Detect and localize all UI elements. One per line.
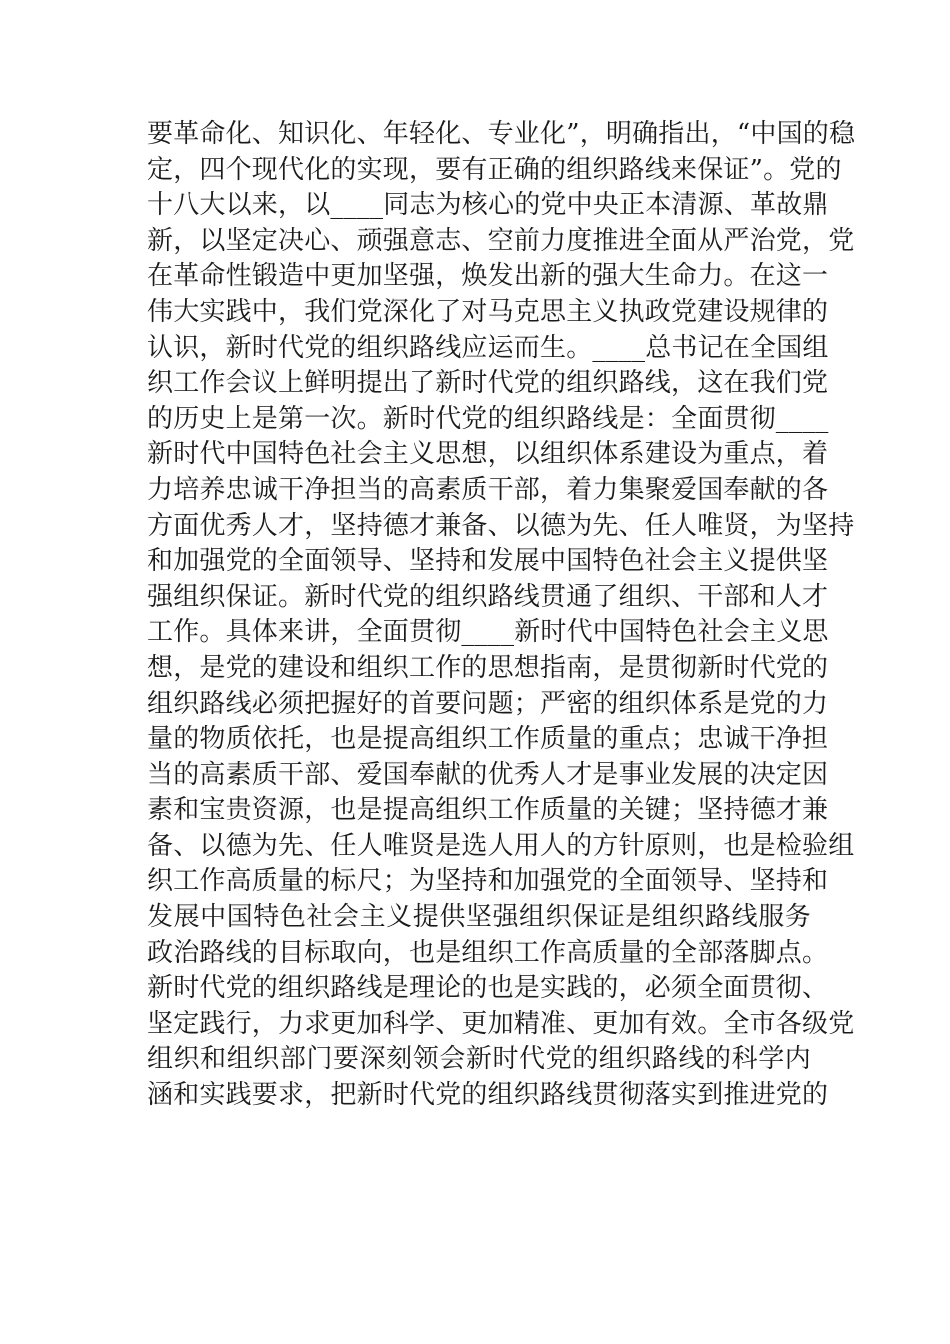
text-line: 伟大实践中，我们党深化了对马克思主义执政党建设规律的: [147, 296, 829, 327]
text-line: 织工作会议上鲜明提出了新时代党的组织路线，这在我们党: [147, 368, 829, 399]
text-line: 备、以德为先、任人唯贤是选人用人的方针原则，也是检验组: [147, 830, 855, 861]
text-line: 和加强党的全面领导、坚持和发展中国特色社会主义提供坚: [147, 546, 829, 577]
text-line: 组织和组织部门要深刻领会新时代党的组织路线的科学内: [147, 1044, 811, 1075]
text-line: 发展中国特色社会主义提供坚强组织保证是组织路线服务: [147, 902, 811, 933]
text-line: 坚定践行，力求更加科学、更加精准、更加有效。全市各级党: [147, 1008, 855, 1039]
text-line: 工作。具体来讲，全面贯彻____新时代中国特色社会主义思: [147, 617, 829, 648]
text-line: 方面优秀人才，坚持德才兼备、以德为先、任人唯贤，为坚持: [147, 510, 855, 541]
text-line: 认识，新时代党的组织路线应运而生。____总书记在全国组: [147, 332, 829, 363]
text-line: 织工作高质量的标尺；为坚持和加强党的全面领导、坚持和: [147, 866, 829, 897]
text-line: 涵和实践要求，把新时代党的组织路线贯彻落实到推进党的: [147, 1080, 829, 1111]
text-line: 要革命化、知识化、年轻化、专业化”，明确指出，“中国的稳: [147, 119, 856, 149]
text-line: 新时代党的组织路线是理论的也是实践的，必须全面贯彻、: [147, 973, 829, 1004]
text-line: 力培养忠诚干净担当的高素质干部，着力集聚爱国奉献的各: [147, 474, 829, 505]
text-line: 量的物质依托，也是提高组织工作质量的重点；忠诚干净担: [147, 724, 829, 755]
text-line: 十八大以来，以____同志为核心的党中央正本清源、革故鼎: [147, 190, 829, 221]
text-line: 新，以坚定决心、顽强意志、空前力度推进全面从严治党，党: [147, 225, 855, 256]
text-line: 当的高素质干部、爱国奉献的优秀人才是事业发展的决定因: [147, 759, 829, 790]
text-line: 新时代中国特色社会主义思想，以组织体系建设为重点，着: [147, 439, 829, 470]
text-line: 素和宝贵资源，也是提高组织工作质量的关键；坚持德才兼: [147, 795, 829, 826]
text-line: 组织路线必须把握好的首要问题；严密的组织体系是党的力: [147, 688, 829, 719]
text-line: 想，是党的建设和组织工作的思想指南，是贯彻新时代党的: [147, 652, 829, 683]
text-line: 定，四个现代化的实现，要有正确的组织路线来保证”。党的: [147, 154, 842, 185]
text-line: 强组织保证。新时代党的组织路线贯通了组织、干部和人才: [147, 581, 829, 612]
text-line: 政治路线的目标取向，也是组织工作高质量的全部落脚点。: [147, 937, 829, 968]
text-line: 在革命性锻造中更加坚强，焕发出新的强大生命力。在这一: [147, 261, 829, 292]
body-text: [147, 117, 856, 1114]
text-line: 的历史上是第一次。新时代党的组织路线是：全面贯彻____: [147, 403, 829, 434]
